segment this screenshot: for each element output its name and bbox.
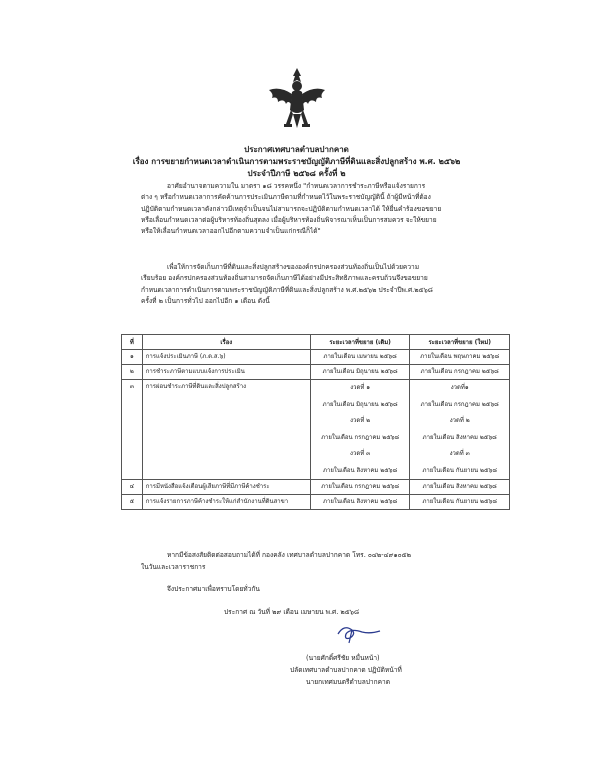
installment-line: ภายในเดือน มิถุนายน ๒๕๖๘ <box>322 400 398 408</box>
installment-line: งวดที่ ๒ <box>350 417 371 424</box>
row-subject: การแจ้งประเมินภาษี (ภ.ด.ส.๖) <box>142 350 310 365</box>
header-subject: เรื่อง <box>142 335 310 350</box>
paragraph-line: หรือให้เลื่อนกำหนดเวลาออกไปอีกตามความจำเป็นแก่กรณีก็ได้" <box>141 227 321 236</box>
row-no: ๔ <box>122 480 143 495</box>
paragraph-line: อาศัยอำนาจตามความใน มาตรา ๑๘ วรรคหนึ่ง "กำหนดเวลาการชำระภาษีหรือแจ้งรายการ <box>167 182 426 190</box>
row-no: ๕ <box>122 495 143 510</box>
installment-line: ภายในเดือน สิงหาคม ๒๕๖๘ <box>323 466 398 474</box>
header-old-period: ระยะเวลาที่ขยาย (เดิม) <box>310 335 410 350</box>
installment-line: ภายในเดือน กรกฎาคม ๒๕๖๘ <box>420 400 499 408</box>
row-old-period: ภายในเดือน มิถุนายน ๒๕๖๘ <box>310 365 410 380</box>
contact-line: ในวันและเวลาราชการ <box>141 563 206 571</box>
row-new-period: ภายในเดือน กรกฎาคม ๒๕๖๘ <box>410 365 510 380</box>
paragraph-line: ปฏิบัติตามกำหนดเวลาดังกล่าวมีเหตุจำเป็นจนไม่สามารถจะปฏิบัติตามกำหนดเวลาได้ ให้ยื่นคำร้องขอขยาย <box>141 204 442 213</box>
paragraph-line: เพื่อให้การจัดเก็บภาษีที่ดินและสิ่งปลูกสร้างขององค์กรปกครองส่วนท้องถิ่นเป็นไปด้วยความ <box>167 263 420 271</box>
row-new-period: ภายในเดือน กันยายน ๒๕๖๘ <box>410 495 510 510</box>
subject-line: เรื่อง การขยายกำหนดเวลาดำเนินการตามพระราชบัญญัติภาษีที่ดินและสิ่งปลูกสร้าง พ.ศ. ๒๕๖๒ <box>132 157 461 166</box>
row-new-period <box>410 380 510 480</box>
schedule-table <box>121 334 510 510</box>
header-no: ที่ <box>122 335 143 350</box>
row-old-period: ภายในเดือน กรกฎาคม ๒๕๖๘ <box>310 480 410 495</box>
year-line: ประจำปีภาษี ๒๕๖๘ ครั้งที่ ๒ <box>247 169 346 178</box>
row-new-period: ภายในเดือน พฤษภาคม ๒๕๖๘ <box>410 350 510 365</box>
table-row <box>122 495 510 510</box>
row-old-period: ภายในเดือน เมษายน ๒๕๖๘ <box>310 350 410 365</box>
paragraph-line: ต่าง ๆ หรือกำหนดเวลาการคัดค้านการประเมินภาษีตามที่กำหนดไว้ในพระราชบัญญัตินี้ ถ้าผู้มีหน้าที่ต้อง <box>141 193 431 202</box>
row-subject: การผ่อนชำระภาษีที่ดินและสิ่งปลูกสร้าง <box>142 380 310 480</box>
installment-line: งวดที่ ๓ <box>350 450 371 457</box>
installment-line: ภายในเดือน กรกฎาคม ๒๕๖๘ <box>321 433 400 441</box>
handwritten-signature-icon <box>334 622 384 644</box>
signatory-title: ปลัดเทศบาลตำบลปากคาด ปฏิบัติหน้าที่ <box>290 666 402 674</box>
installment-line: งวดที่๑ <box>450 384 469 391</box>
table-row <box>122 480 510 495</box>
row-subject: การชำระภาษีตามแบบแจ้งการประเมิน <box>142 365 310 380</box>
installment-line: งวดที่ ๒ <box>449 417 470 424</box>
installment-line: งวดที่ ๑ <box>350 384 371 391</box>
row-subject: การมีหนังสือแจ้งเตือนผู้เสียภาษีที่มีภาษีค้างชำระ <box>142 480 310 495</box>
row-old-period <box>310 380 410 480</box>
row-new-period: ภายในเดือน สิงหาคม ๒๕๖๘ <box>410 480 510 495</box>
row-no: ๒ <box>122 365 143 380</box>
table-header-row <box>122 335 510 350</box>
row-no: ๑ <box>122 350 143 365</box>
paragraph-line: หรือเลื่อนกำหนดเวลาต่อผู้บริหารท้องถิ่นสุดลง เมื่อผู้บริหารท้องถิ่นพิจารณาเห็นเป็นการสมควร จะให้ขยาย <box>141 215 437 224</box>
table-row <box>122 380 510 480</box>
paragraph-2 <box>141 262 433 307</box>
contact-line: หากมีข้อสงสัยติดต่อสอบถามได้ที่ กองคลัง เทศบาลตำบลปากคาด โทร. ๐๔๒-๔๙๑๐๕๒ <box>167 551 412 559</box>
paragraph-line: ครั้งที่ ๒ เป็นการทั่วไป ออกไปอีก ๑ เดือน ดังนี้ <box>141 296 270 305</box>
row-old-period: ภายในเดือน สิงหาคม ๒๕๖๘ <box>310 495 410 510</box>
installment-line: ภายในเดือน กันยายน ๒๕๖๘ <box>422 466 497 474</box>
signatory-name: (นายศักดิ์ศรีชัย หมื่นหน้า) <box>306 654 380 662</box>
row-no: ๓ <box>122 380 143 480</box>
announce-line: จึงประกาศมาเพื่อทราบโดยทั่วกัน <box>167 585 260 593</box>
paragraph-line: กำหนดเวลาการดำเนินการตามพระราชบัญญัติภาษีที่ดินและสิ่งปลูกสร้าง พ.ศ.๒๕๖๒ ประจำปีพ.ศ.๒๕๖๘ <box>141 285 433 294</box>
garuda-emblem-icon <box>266 66 328 132</box>
installment-line: งวดที่ ๓ <box>449 450 470 457</box>
signatory-title: นายกเทศมนตรีตำบลปากคาด <box>306 678 391 686</box>
row-subject: การแจ้งรายการภาษีค้างชำระให้แก่สำนักงานที่ดินสาขา <box>142 495 310 510</box>
header-new-period: ระยะเวลาที่ขยาย (ใหม่) <box>410 335 510 350</box>
installment-line: ภายในเดือน สิงหาคม ๒๕๖๘ <box>422 433 497 441</box>
table-row <box>122 365 510 380</box>
org-title: ประกาศเทศบาลตำบลปากคาด <box>244 145 349 154</box>
date-line: ประกาศ ณ วันที่ ๒๙ เดือน เมษายน พ.ศ. ๒๕๖๘ <box>224 608 360 616</box>
paragraph-line: เรียบร้อย องค์กรปกครองส่วนท้องถิ่นสามารถจัดเก็บภาษีได้อย่างมีประสิทธิภาพและครบถ้วนจึงขอขยาย <box>141 274 428 283</box>
paragraph-1 <box>141 181 441 237</box>
table-row <box>122 350 510 365</box>
